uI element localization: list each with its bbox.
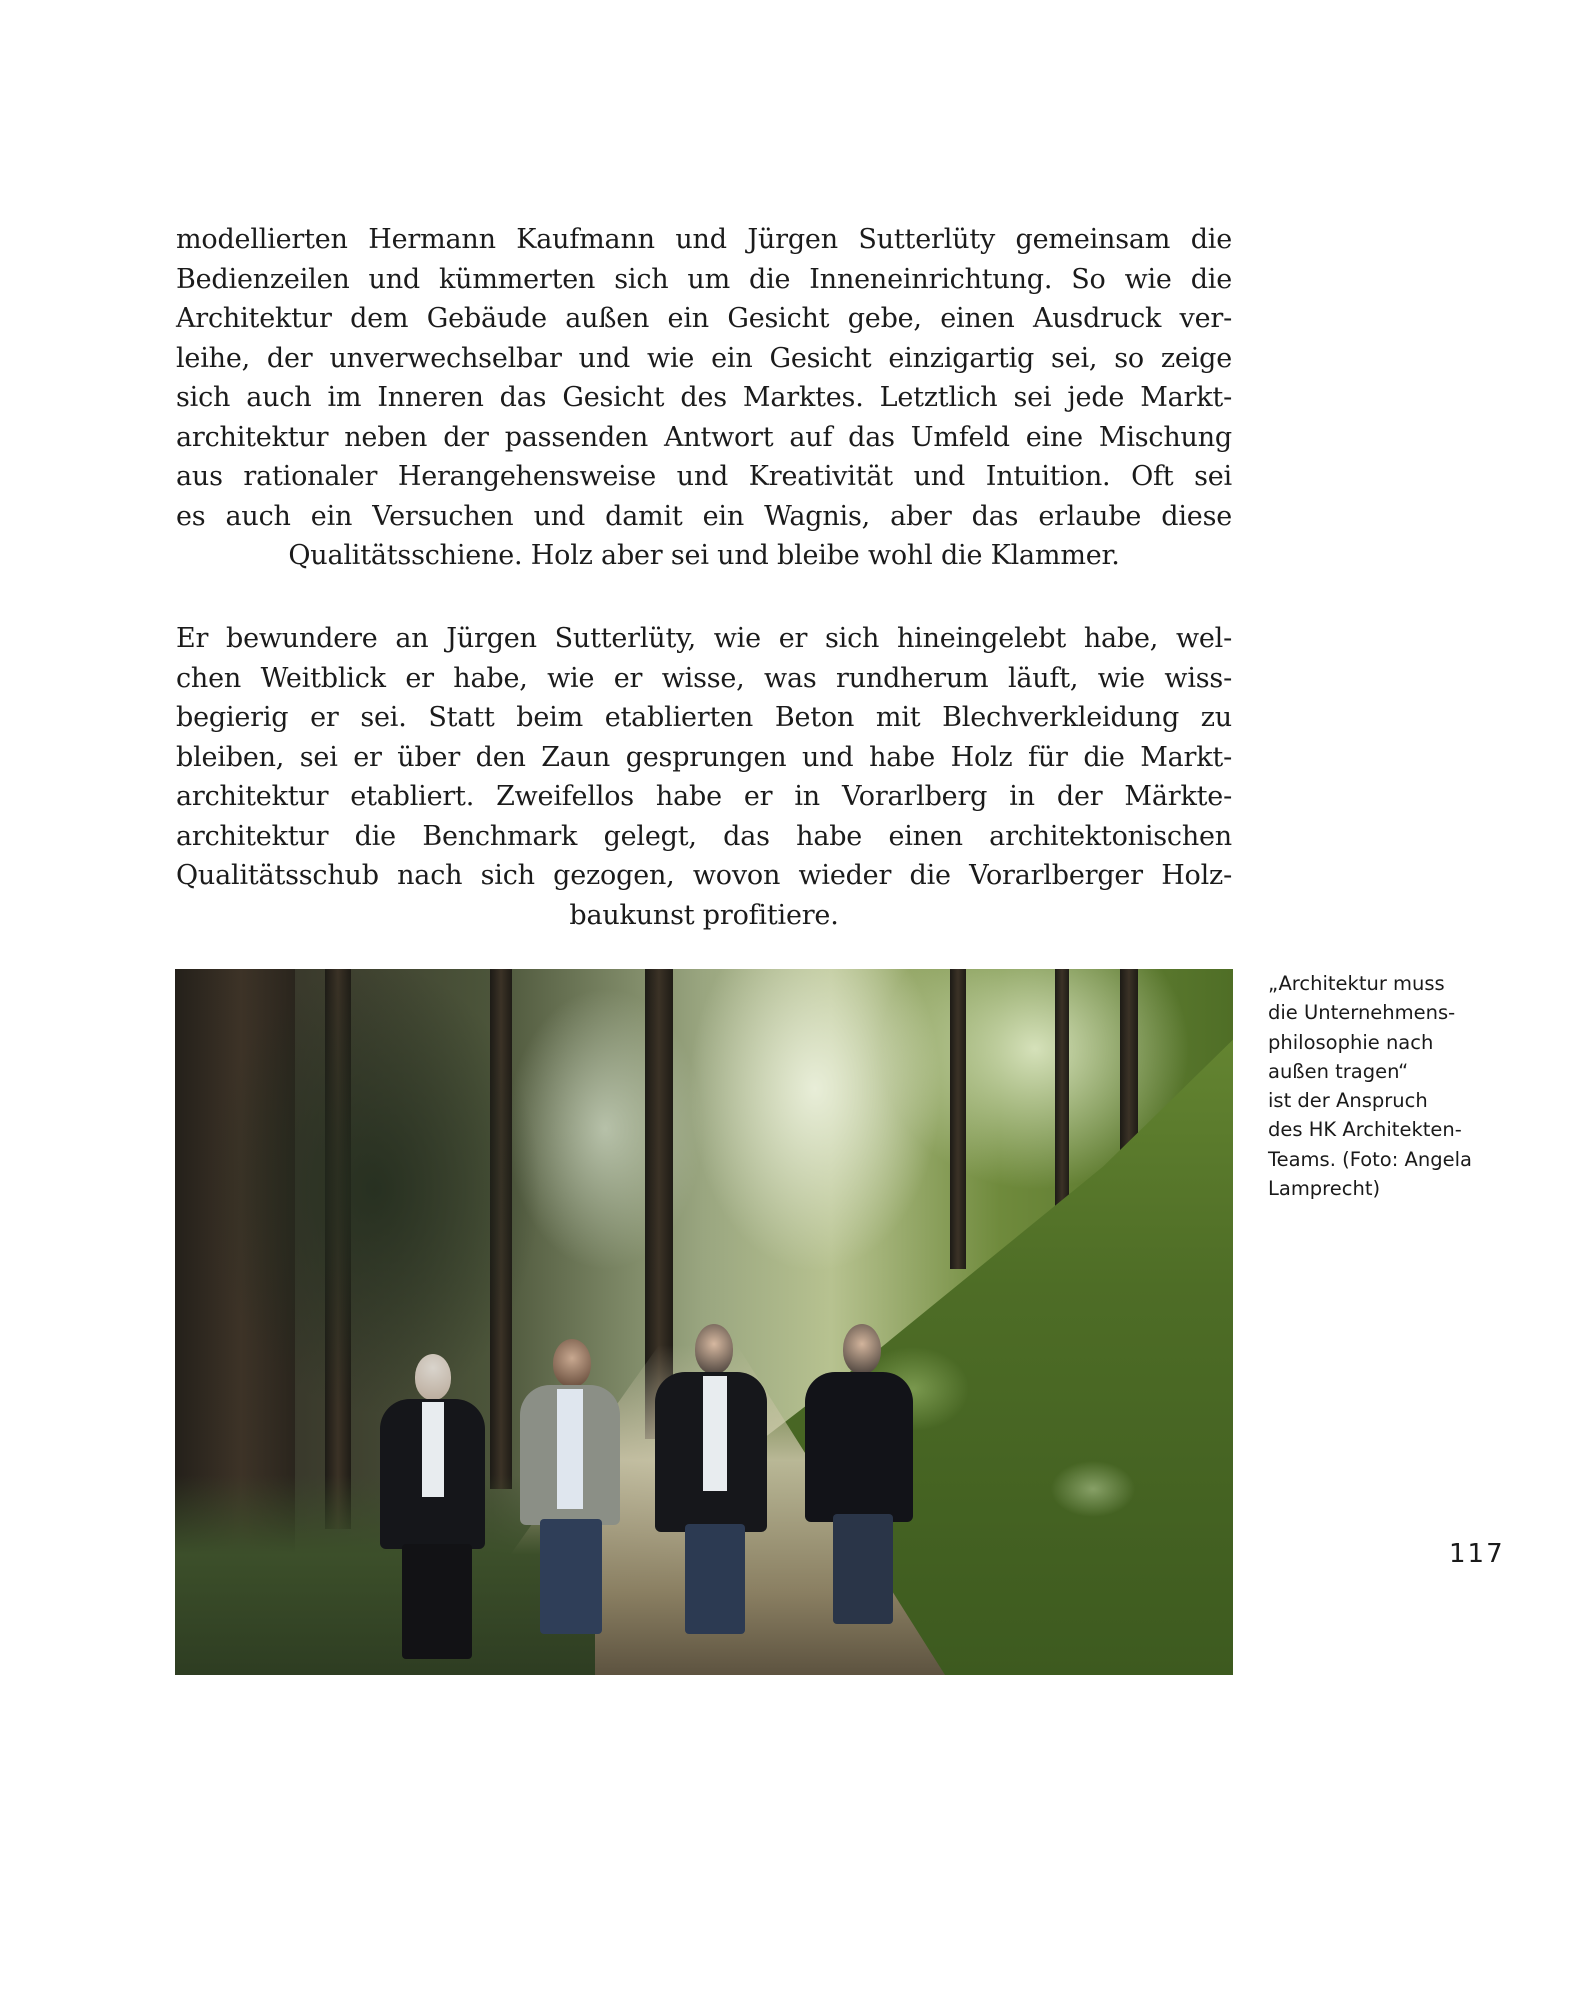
text-line: bleiben, sei er über den Zaun gesprungen und habe Holz für die Markt- xyxy=(176,741,1232,773)
text-line: architektur die Benchmark gelegt, das habe einen architektonischen xyxy=(176,820,1232,852)
text-line-last: Qualitätsschiene. Holz aber sei und bleibe wohl die Klammer. xyxy=(288,540,1120,571)
text-line: Bedienzeilen und kümmerten sich um die Inneneinrichtung. So wie die xyxy=(176,263,1232,295)
text-line: sich auch im Inneren das Gesicht des Marktes. Letztlich sei jede Markt- xyxy=(176,382,1232,413)
person-legs xyxy=(685,1524,745,1634)
text-line: aus rationaler Herangehensweise und Kreativität und Intuition. Oft sei xyxy=(176,461,1232,492)
text-line: architektur etabliert. Zweifellos habe er in Vorarlberg in der Märkte- xyxy=(176,781,1232,812)
person-head xyxy=(553,1339,591,1387)
person-legs xyxy=(833,1514,893,1624)
caption-line: die Unternehmens- xyxy=(1268,1001,1456,1025)
text-line: begierig er sei. Statt beim etablierten Beton mit Blechverkleidung zu xyxy=(176,702,1232,733)
person xyxy=(515,1339,625,1639)
caption-line: Lamprecht) xyxy=(1268,1177,1381,1201)
person-jacket xyxy=(805,1372,913,1522)
person xyxy=(655,1324,770,1639)
body-paragraph-2 xyxy=(176,619,1232,935)
page-number: 117 xyxy=(1449,1539,1505,1569)
photo-caption xyxy=(1268,969,1568,1203)
person-shirt xyxy=(703,1376,727,1491)
team-photo xyxy=(175,969,1233,1675)
text-line: chen Weitblick er habe, wie er wisse, was rundherum läuft, wie wiss- xyxy=(176,662,1232,694)
person-legs xyxy=(402,1544,472,1659)
text-line-last: baukunst profitiere. xyxy=(569,899,839,931)
text-line: modellierten Hermann Kaufmann und Jürgen Sutterlüty gemeinsam die xyxy=(176,224,1232,255)
body-paragraph-1 xyxy=(176,220,1232,576)
text-line: leihe, der unverwechselbar und wie ein Gesicht einzigartig sei, so zeige xyxy=(176,342,1232,374)
caption-line: philosophie nach xyxy=(1268,1030,1434,1054)
caption-line: außen tragen“ xyxy=(1268,1059,1409,1083)
person-shirt xyxy=(557,1389,583,1509)
person-legs xyxy=(540,1519,602,1634)
text-line: Architektur dem Gebäude außen ein Gesicht gebe, einen Ausdruck ver- xyxy=(176,303,1232,334)
person-head xyxy=(843,1324,881,1374)
caption-line: des HK Architekten- xyxy=(1268,1118,1462,1142)
tree-trunk xyxy=(1055,969,1069,1209)
text-line: es auch ein Versuchen und damit ein Wagnis, aber das erlaube diese xyxy=(176,500,1232,532)
text-line: architektur neben der passenden Antwort auf das Umfeld eine Mischung xyxy=(176,421,1232,453)
person-head xyxy=(695,1324,733,1374)
person xyxy=(805,1324,915,1624)
text-line: Er bewundere an Jürgen Sutterlüty, wie er sich hineingelebt habe, wel- xyxy=(176,623,1232,654)
person-head xyxy=(415,1354,451,1400)
caption-line: ist der Anspruch xyxy=(1268,1089,1428,1113)
tree-trunk xyxy=(950,969,966,1269)
person xyxy=(380,1354,490,1664)
person-shirt xyxy=(422,1402,444,1497)
caption-line: „Architektur muss xyxy=(1268,972,1445,995)
text-line: Qualitätsschub nach sich gezogen, wovon wieder die Vorarlberger Holz- xyxy=(176,860,1232,891)
caption-line: Teams. (Foto: Angela xyxy=(1268,1147,1472,1171)
